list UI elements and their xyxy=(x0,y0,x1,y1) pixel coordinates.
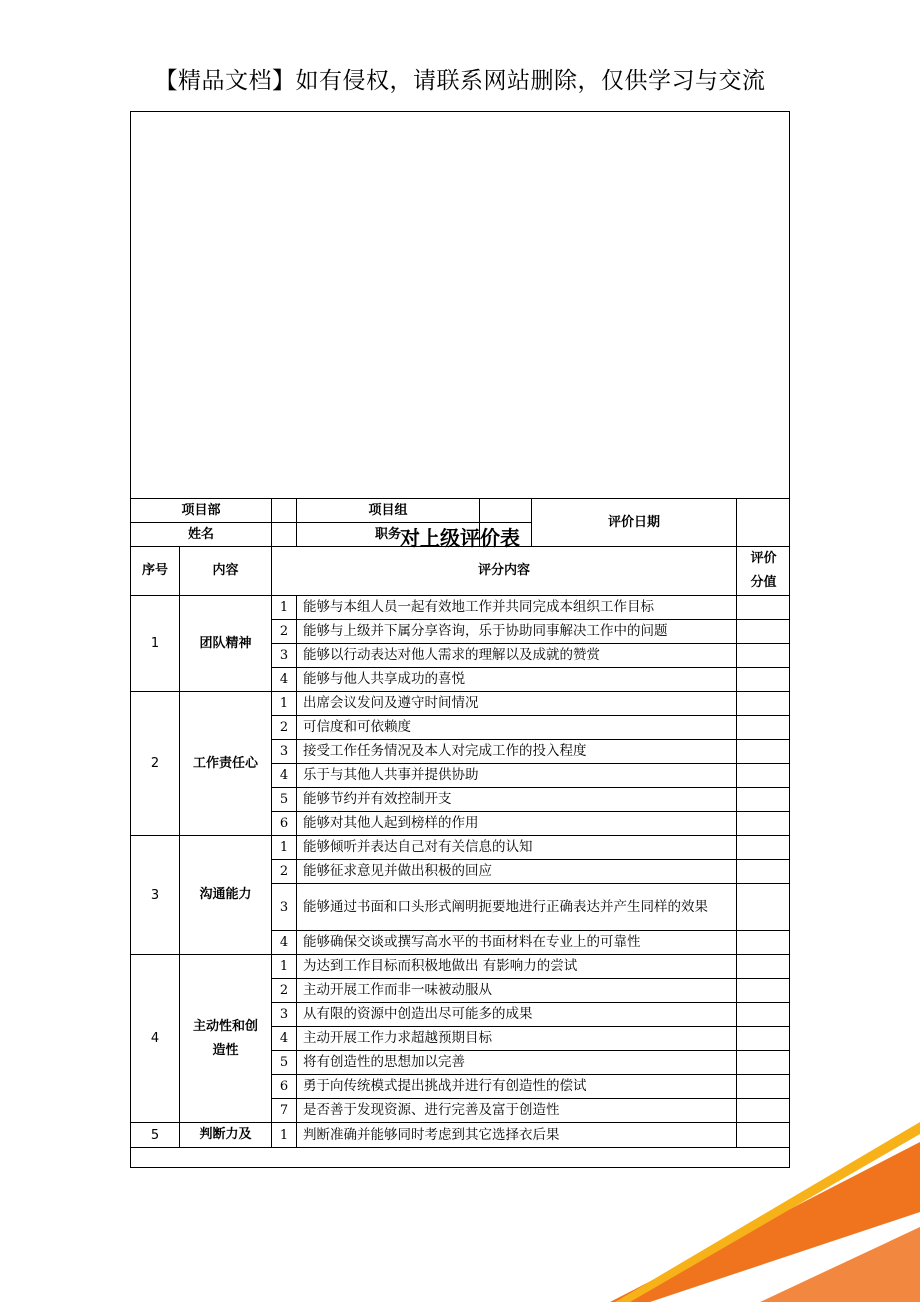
score-cell[interactable] xyxy=(737,764,790,788)
name-label: 姓名 xyxy=(131,523,272,547)
score-cell[interactable] xyxy=(737,740,790,764)
criteria-text: 可信度和可依赖度 xyxy=(297,716,737,740)
criteria-number: 2 xyxy=(272,716,297,740)
criteria-text: 主动开展工作力求超越预期目标 xyxy=(297,1027,737,1051)
group-label: 项目组 xyxy=(297,499,480,523)
criteria-number: 2 xyxy=(272,979,297,1003)
criteria-text: 能够与上级并下属分享咨询，乐于协助同事解决工作中的问题 xyxy=(297,620,737,644)
score-cell[interactable] xyxy=(737,716,790,740)
document-frame xyxy=(130,111,790,1168)
category-name: 沟通能力 xyxy=(180,836,272,955)
criteria-row xyxy=(131,596,791,620)
score-cell[interactable] xyxy=(737,596,790,620)
category-name: 主动性和创造性 xyxy=(180,955,272,1123)
criteria-text: 能够通过书面和口头形式阐明扼要地进行正确表达并产生同样的效果 xyxy=(297,884,737,931)
category-name: 团队精神 xyxy=(180,596,272,692)
criteria-number: 2 xyxy=(272,620,297,644)
criteria-text: 为达到工作目标而积极地做出 有影响力的尝试 xyxy=(297,955,737,979)
score-cell[interactable] xyxy=(737,979,790,1003)
page-title: 对上级评价表 xyxy=(400,526,520,550)
score-cell[interactable] xyxy=(737,668,790,692)
criteria-text: 能够以行动表达对他人需求的理解以及成就的赞赏 xyxy=(297,644,737,668)
criteria-row xyxy=(131,836,791,860)
score-cell[interactable] xyxy=(737,1003,790,1027)
criteria-number: 1 xyxy=(272,1123,297,1148)
criteria-number: 6 xyxy=(272,812,297,836)
score-cell[interactable] xyxy=(737,931,790,955)
category-seq: 5 xyxy=(131,1123,180,1148)
header-content: 内容 xyxy=(180,547,272,596)
score-cell[interactable] xyxy=(737,836,790,860)
header-criteria: 评分内容 xyxy=(272,547,737,596)
criteria-text: 将有创造性的思想加以完善 xyxy=(297,1051,737,1075)
header-score: 评价分值 xyxy=(737,547,790,596)
date-value[interactable] xyxy=(737,499,790,547)
score-cell[interactable] xyxy=(737,884,790,931)
criteria-text: 能够征求意见并做出积极的回应 xyxy=(297,860,737,884)
criteria-text: 是否善于发现资源、进行完善及富于创造性 xyxy=(297,1099,737,1123)
score-cell[interactable] xyxy=(737,620,790,644)
criteria-text: 能够节约并有效控制开支 xyxy=(297,788,737,812)
category-name: 工作责任心 xyxy=(180,692,272,836)
criteria-number: 1 xyxy=(272,836,297,860)
criteria-text: 能够倾听并表达自己对有关信息的认知 xyxy=(297,836,737,860)
criteria-number: 1 xyxy=(272,596,297,620)
criteria-text: 主动开展工作而非一味被动服从 xyxy=(297,979,737,1003)
score-cell[interactable] xyxy=(737,788,790,812)
score-cell[interactable] xyxy=(737,1051,790,1075)
position-value[interactable] xyxy=(480,523,532,547)
dept-label: 项目部 xyxy=(131,499,272,523)
dept-value[interactable] xyxy=(272,499,297,523)
criteria-text: 能够与本组人员一起有效地工作并共同完成本组织工作目标 xyxy=(297,596,737,620)
evaluation-table xyxy=(130,498,790,1148)
criteria-number: 4 xyxy=(272,668,297,692)
criteria-number: 1 xyxy=(272,692,297,716)
criteria-text: 乐于与其他人共事并提供协助 xyxy=(297,764,737,788)
criteria-number: 3 xyxy=(272,740,297,764)
name-value[interactable] xyxy=(272,523,297,547)
criteria-number: 4 xyxy=(272,931,297,955)
category-seq: 2 xyxy=(131,692,180,836)
criteria-number: 6 xyxy=(272,1075,297,1099)
criteria-text: 能够对其他人起到榜样的作用 xyxy=(297,812,737,836)
criteria-number: 3 xyxy=(272,644,297,668)
criteria-number: 3 xyxy=(272,884,297,931)
date-label: 评价日期 xyxy=(532,499,737,547)
score-cell[interactable] xyxy=(737,812,790,836)
header-seq: 序号 xyxy=(131,547,180,596)
criteria-number: 5 xyxy=(272,788,297,812)
criteria-number: 4 xyxy=(272,1027,297,1051)
criteria-text: 接受工作任务情况及本人对完成工作的投入程度 xyxy=(297,740,737,764)
criteria-text: 出席会议发问及遵守时间情况 xyxy=(297,692,737,716)
score-cell[interactable] xyxy=(737,1027,790,1051)
score-cell[interactable] xyxy=(737,644,790,668)
score-cell[interactable] xyxy=(737,692,790,716)
criteria-number: 3 xyxy=(272,1003,297,1027)
corner-decoration xyxy=(590,1102,920,1302)
criteria-text: 能够确保交谈或撰写高水平的书面材料在专业上的可靠性 xyxy=(297,931,737,955)
criteria-number: 2 xyxy=(272,860,297,884)
category-seq: 3 xyxy=(131,836,180,955)
position-label: 职务 xyxy=(297,523,480,547)
criteria-row xyxy=(131,692,791,716)
category-seq: 1 xyxy=(131,596,180,692)
criteria-number: 5 xyxy=(272,1051,297,1075)
criteria-number: 1 xyxy=(272,955,297,979)
group-value[interactable] xyxy=(480,499,532,523)
criteria-text: 勇于向传统模式提出挑战并进行有创造性的偿试 xyxy=(297,1075,737,1099)
category-seq: 4 xyxy=(131,955,180,1123)
score-cell[interactable] xyxy=(737,955,790,979)
banner-disclaimer: 【精品文档】如有侵权，请联系网站删除，仅供学习与交流 xyxy=(154,68,766,94)
criteria-text: 能够与他人共享成功的喜悦 xyxy=(297,668,737,692)
criteria-number: 7 xyxy=(272,1099,297,1123)
criteria-number: 4 xyxy=(272,764,297,788)
criteria-text: 判断准确并能够同时考虑到其它选择衣后果 xyxy=(297,1123,737,1148)
criteria-text: 从有限的资源中创造出尽可能多的成果 xyxy=(297,1003,737,1027)
category-name: 判断力及 xyxy=(180,1123,272,1148)
score-cell[interactable] xyxy=(737,1075,790,1099)
criteria-row xyxy=(131,955,791,979)
score-cell[interactable] xyxy=(737,860,790,884)
